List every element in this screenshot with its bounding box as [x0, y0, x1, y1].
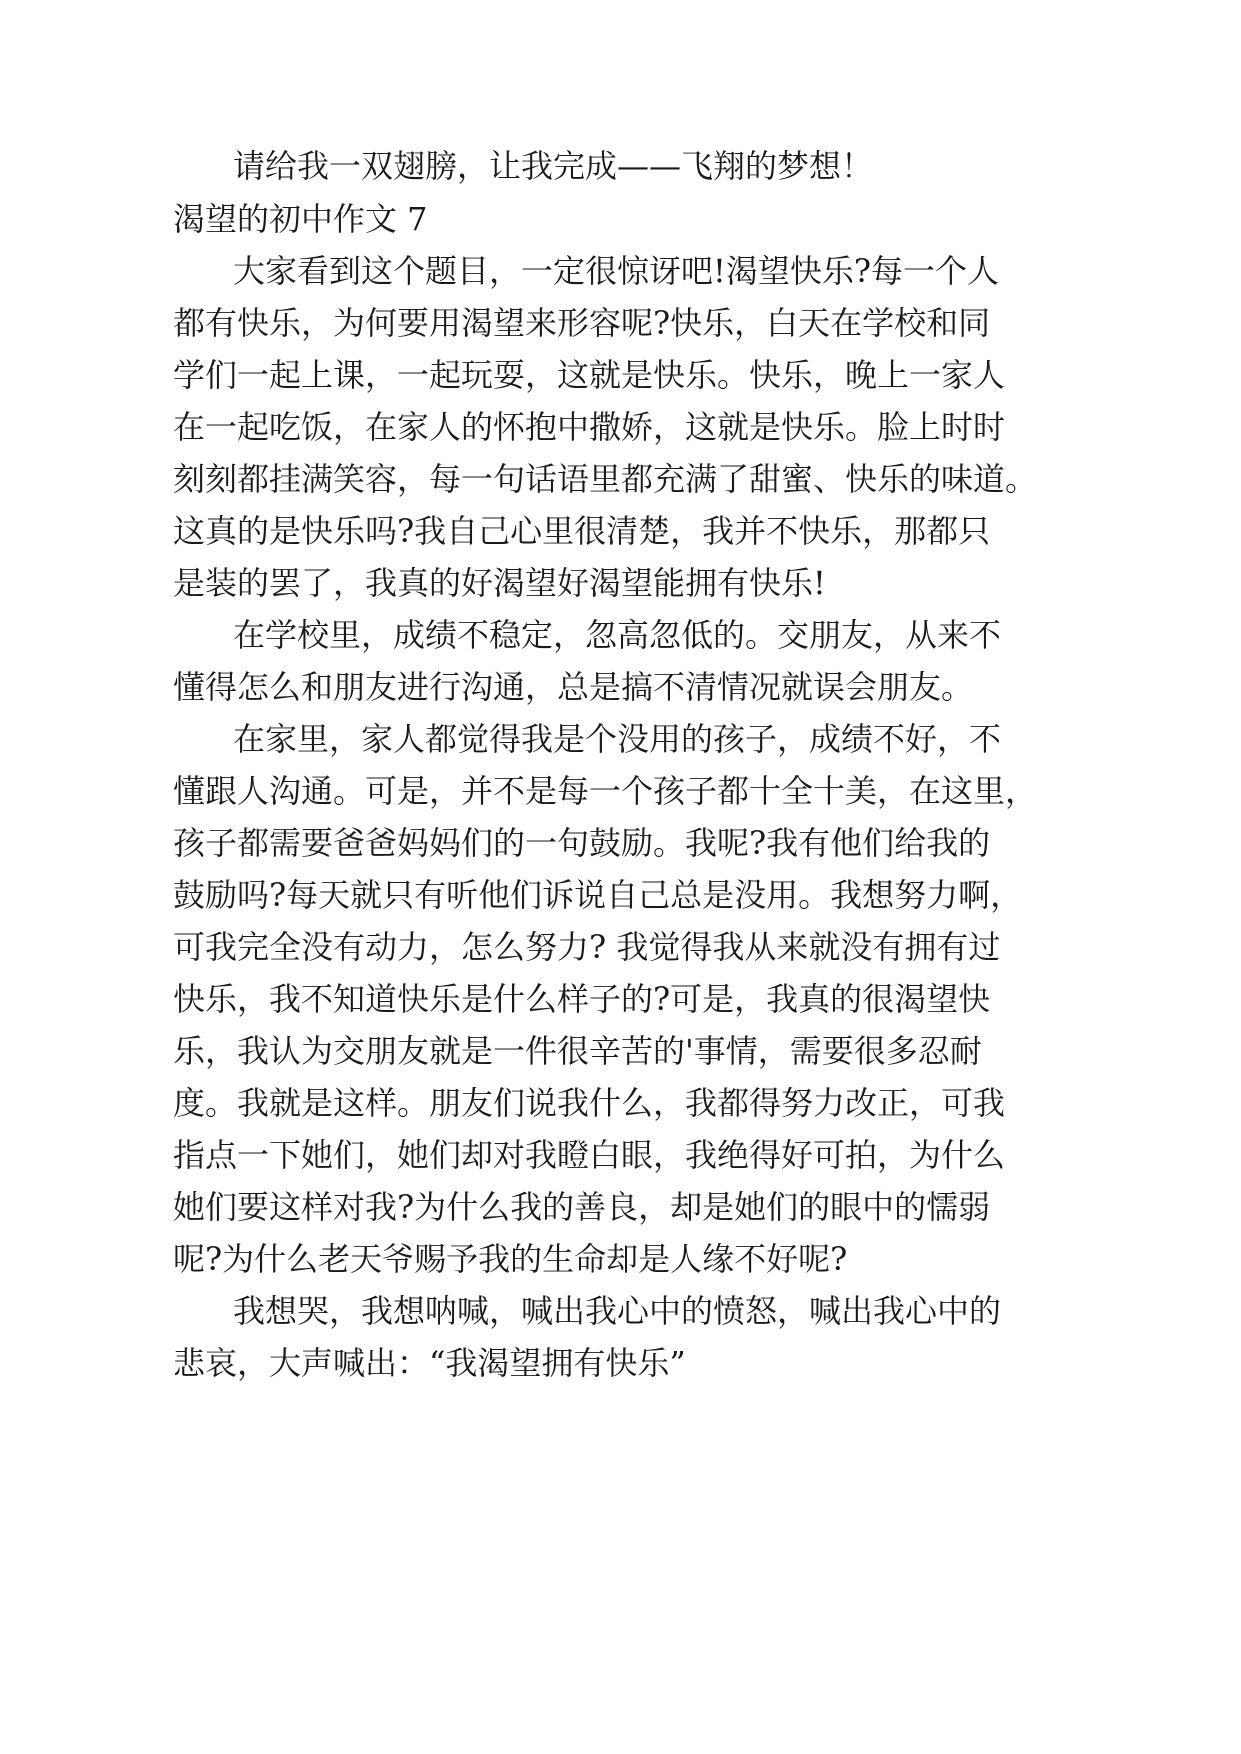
paragraph-4-line-2: 悲哀，大声喊出：“我渴望拥有快乐”	[173, 1344, 686, 1382]
paragraph-2-line-2: 懂得怎么和朋友进行沟通，总是搞不清情况就误会朋友。	[173, 668, 974, 706]
paragraph-3-line-10: 她们要这样对我?为什么我的善良，却是她们的眼中的懦弱	[173, 1188, 991, 1226]
paragraph-1-line-5: 刻刻都挂满笑容，每一句话语里都充满了甜蜜、快乐的味道。	[173, 460, 1038, 498]
paragraph-1-line-6: 这真的是快乐吗?我自己心里很清楚，我并不快乐，那都只	[173, 512, 991, 550]
paragraph-3-line-4: 鼓励吗?每天就只有听他们诉说自己总是没用。我想努力啊，	[173, 876, 1023, 914]
paragraph-3-line-1: 在家里，家人都觉得我是个没用的孩子，成绩不好，不	[233, 720, 1002, 758]
intro-line: 请给我一双翅膀，让我完成——飞翔的梦想！	[233, 147, 874, 185]
paragraph-3-line-2: 懂跟人沟通。可是，并不是每一个孩子都十全十美，在这里，	[173, 772, 1038, 810]
paragraph-4-line-1: 我想哭，我想呐喊，喊出我心中的愤怒，喊出我心中的	[233, 1292, 1002, 1330]
paragraph-1-line-3: 学们一起上课，一起玩耍，这就是快乐。快乐，晚上一家人	[173, 356, 1006, 394]
paragraph-3-line-7: 乐，我认为交朋友就是一件很辛苦的'事情，需要很多忍耐	[173, 1032, 982, 1070]
paragraph-3-line-8: 度。我就是这样。朋友们说我什么，我都得努力改正，可我	[173, 1084, 1006, 1122]
paragraph-3-line-5: 可我完全没有动力，怎么努力? 我觉得我从来就没有拥有过	[173, 928, 1001, 966]
paragraph-1-line-2: 都有快乐，为何要用渴望来形容呢?快乐，白天在学校和同	[173, 304, 991, 342]
paragraph-2-line-1: 在学校里，成绩不稳定，忽高忽低的。交朋友，从来不	[233, 616, 1002, 654]
paragraph-3-line-11: 呢?为什么老天爷赐予我的生命却是人缘不好呢?	[173, 1240, 848, 1278]
essay-heading: 渴望的初中作文 7	[173, 200, 428, 238]
paragraph-1-line-4: 在一起吃饭，在家人的怀抱中撒娇，这就是快乐。脸上时时	[173, 408, 1006, 446]
paragraph-1-line-7: 是装的罢了，我真的好渴望好渴望能拥有快乐!	[173, 564, 826, 602]
paragraph-1-line-1: 大家看到这个题目，一定很惊讶吧!渴望快乐?每一个人	[233, 252, 1000, 290]
paragraph-3-line-6: 快乐，我不知道快乐是什么样子的?可是，我真的很渴望快	[173, 980, 991, 1018]
paragraph-3-line-9: 指点一下她们，她们却对我瞪白眼，我绝得好可拍，为什么	[173, 1136, 1006, 1174]
paragraph-3-line-3: 孩子都需要爸爸妈妈们的一句鼓励。我呢?我有他们给我的	[173, 824, 991, 862]
